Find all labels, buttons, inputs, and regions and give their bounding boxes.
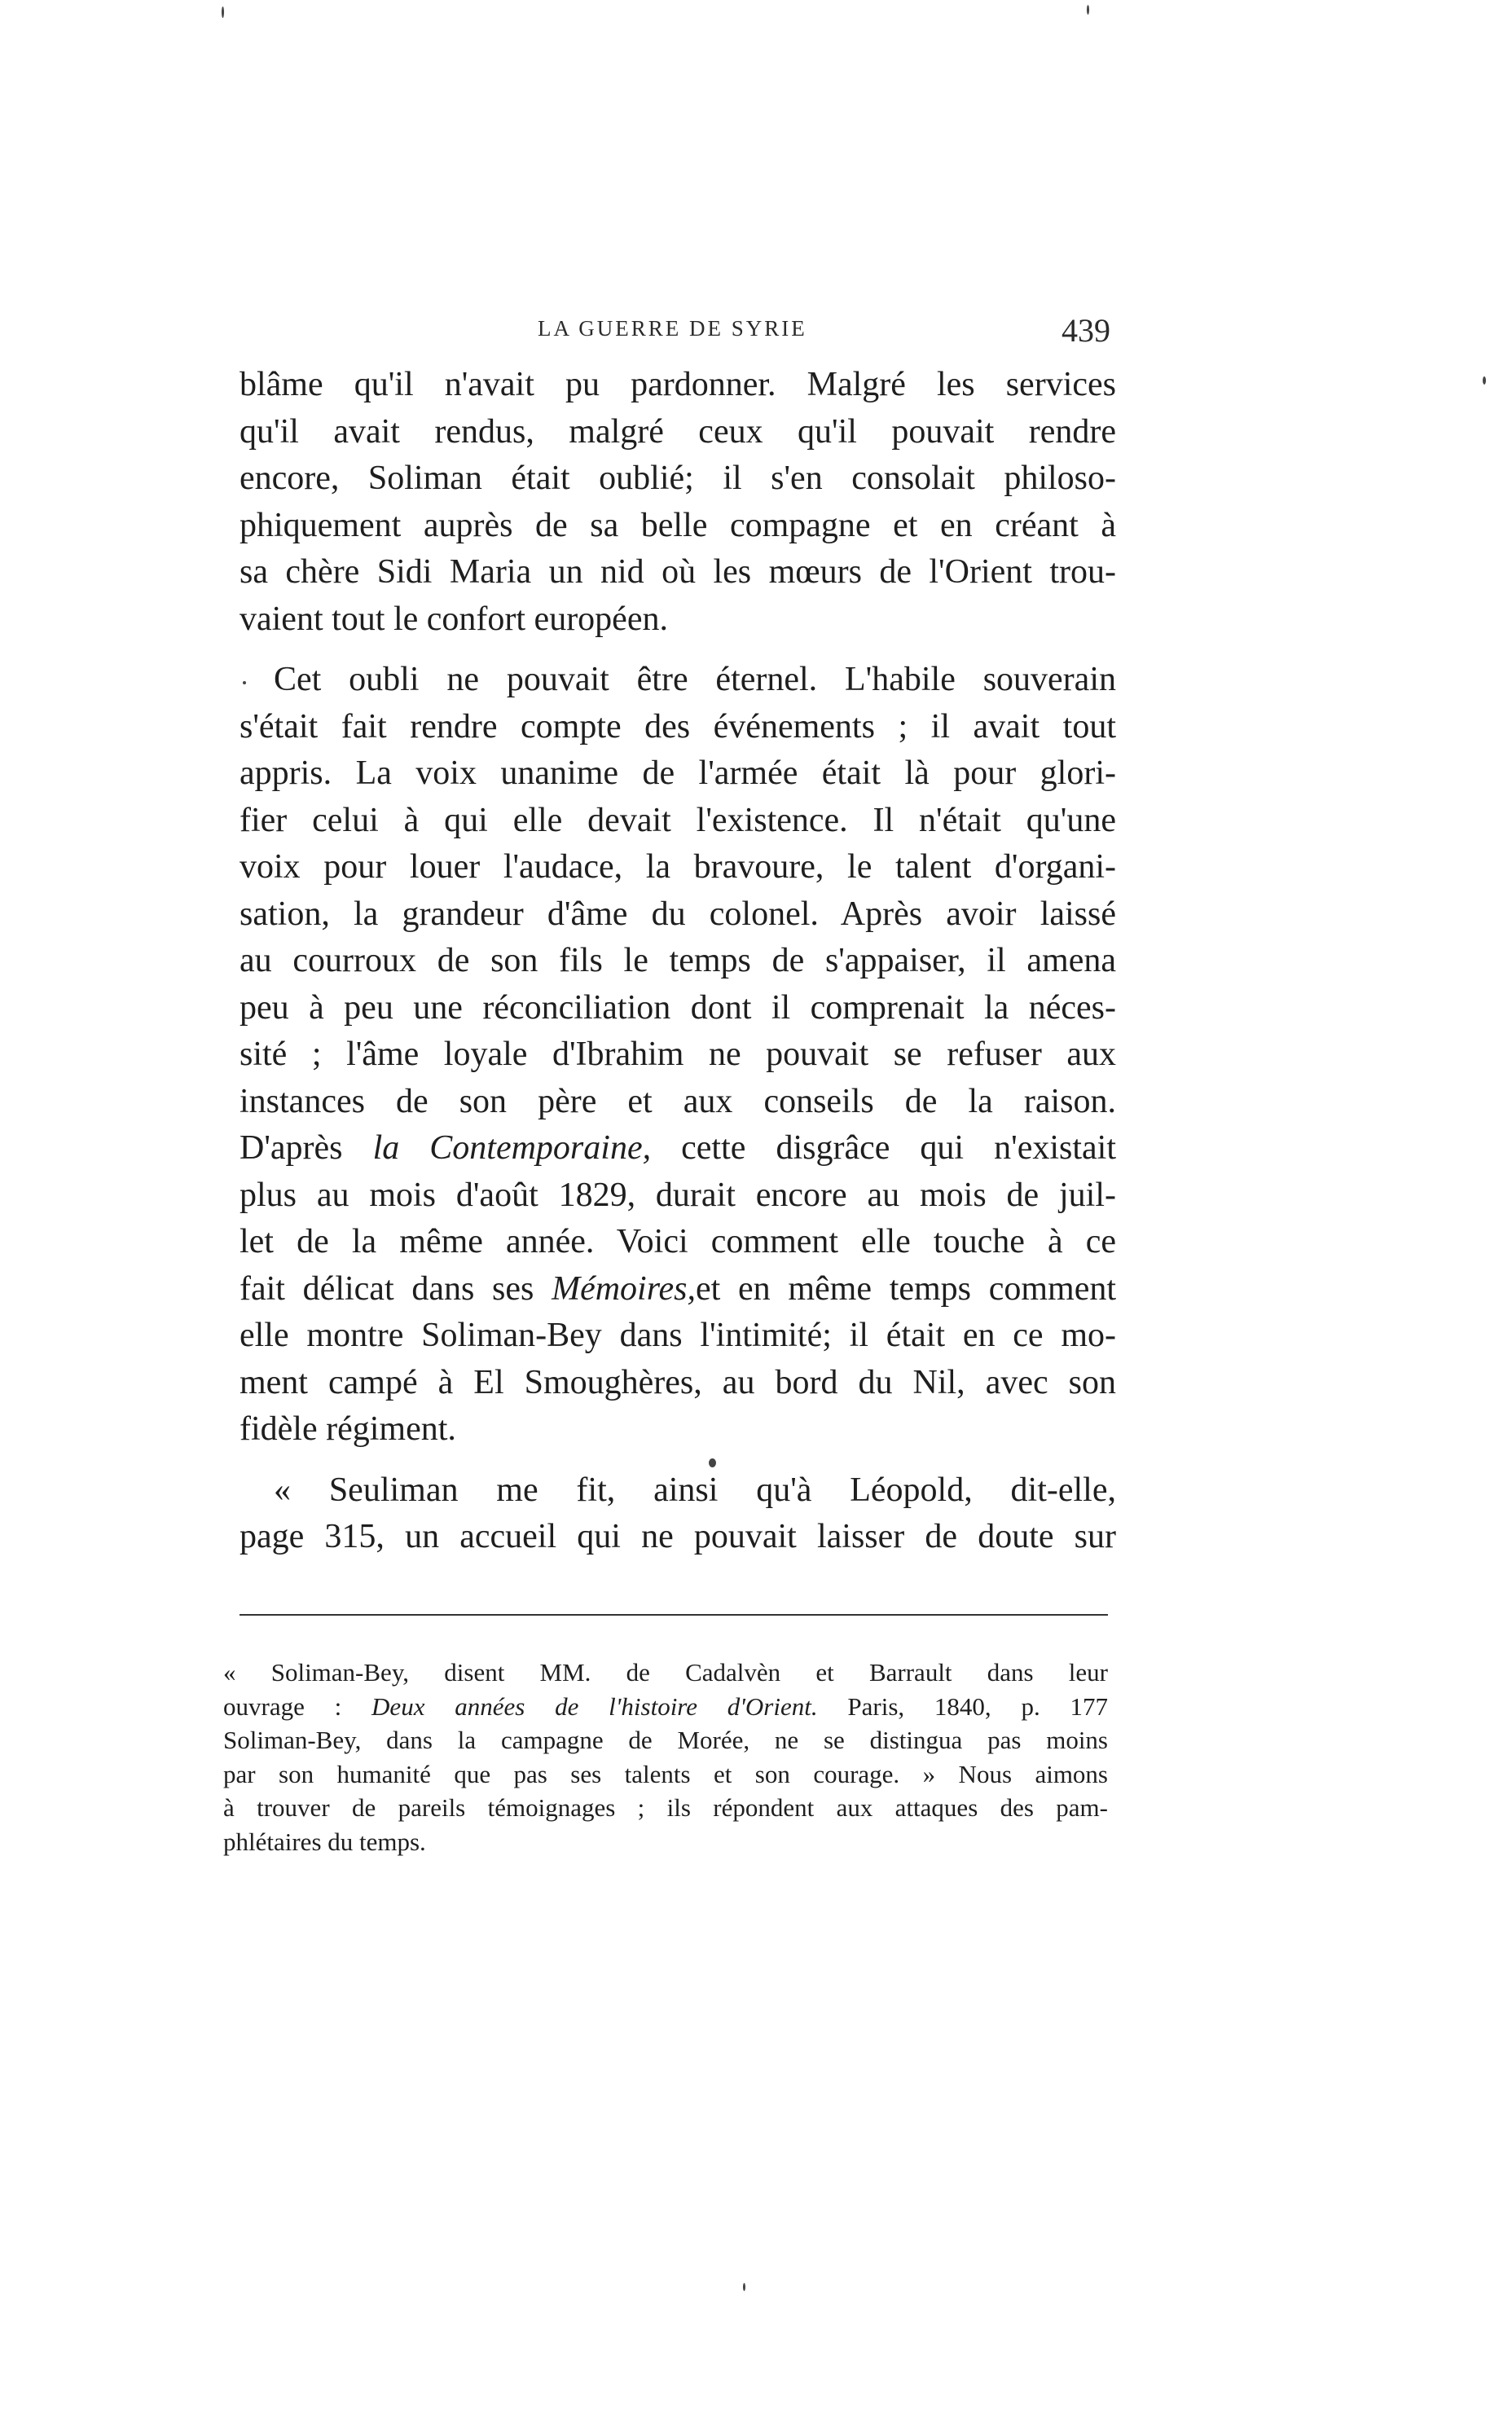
body-line: let de la même année. Voici comment elle touche à ce [240,1223,1116,1260]
body-line: fier celui à qui elle devait l'existence. Il n'était qu'une [240,801,1116,839]
italic-title: Mémoires, [552,1269,696,1308]
body-line: page 315, un accueil qui ne pouvait laisser de doute sur [240,1518,1116,1555]
body-line: sation, la grandeur d'âme du colonel. Après avoir laissé [240,895,1116,933]
ink-speck [1483,376,1486,385]
body-text-run: D'après [240,1129,343,1167]
footnote-line: « Soliman-Bey, disent MM. de Cadalvèn et Barrault dans leur [223,1658,1108,1687]
body-line: phiquement auprès de sa belle compagne et en créant à [240,506,1116,544]
footnote-line: phlétaires du temps. [223,1827,426,1856]
body-line: sité ; l'âme loyale d'Ibrahim ne pouvait se refuser aux [240,1036,1116,1073]
body-line: au courroux de son fils le temps de s'appaiser, il amena [240,942,1116,979]
body-line: ment campé à El Smoughères, au bord du Nil, avec son [240,1363,1116,1401]
body-line: voix pour louer l'audace, la bravoure, le talent d'organi- [240,848,1116,886]
body-line [240,1125,1116,1172]
ink-speck [709,1458,716,1467]
body-line: « Seuliman me fit, ainsi qu'à Léopold, dit-elle, [274,1471,1116,1509]
ink-speck [1087,5,1089,15]
body-line: appris. La voix unanime de l'armée était là pour glori- [240,754,1116,792]
footnote-line [223,1690,1108,1724]
page-number: 439 [1061,312,1110,349]
running-title: LA GUERRE DE SYRIE [538,316,807,341]
italic-title: Deux années de l'histoire d'Orient. [371,1691,818,1721]
body-line: instances de son père et aux conseils de la raison. [240,1082,1116,1120]
body-text-run: fait délicat dans ses [240,1269,534,1308]
footnote-text-run: ouvrage : [223,1691,342,1721]
body-line: blâme qu'il n'avait pu pardonner. Malgré les services [240,366,1116,403]
body-text [240,362,1116,1561]
footnote-line: Soliman-Bey, dans la campagne de Morée, ne se distingua pas moins [223,1726,1108,1754]
footnote-text-run: Paris, 1840, p. 177 [847,1691,1109,1721]
ink-speck [243,681,246,684]
body-line: qu'il avait rendus, malgré ceux qu'il pouvait rendre [240,412,1116,451]
ink-speck [743,2283,745,2291]
footnote-line: à trouver de pareils témoignages ; ils répondent aux attaques des pam- [223,1793,1108,1822]
body-line: peu à peu une réconciliation dont il comprenait la néces- [240,988,1116,1027]
body-line: elle montre Soliman-Bey dans l'intimité; il était en ce mo- [240,1317,1116,1354]
body-text-run: cette disgrâce qui n'existait [681,1129,1117,1167]
body-line: encore, Soliman était oublié; il s'en consolait philoso- [240,460,1116,497]
ink-speck [222,7,224,18]
body-line: Cet oubli ne pouvait être éternel. L'habile souverain [274,661,1116,698]
running-head [0,311,1512,360]
body-line: plus au mois d'août 1829, durait encore au mois de juil- [240,1176,1116,1214]
body-line: s'était fait rendre compte des événements ; il avait tout [240,707,1116,745]
body-line: fidèle régiment. [240,1410,456,1448]
footnote-line: par son humanité que pas ses talents et son courage. » Nous aimons [223,1759,1108,1788]
footnote-rule [240,1614,1108,1616]
body-text-run: et en même temps comment [695,1269,1117,1308]
italic-title: la Contemporaine, [372,1129,652,1167]
body-line [240,1266,1116,1313]
body-line: vaient tout le confort européen. [240,600,668,638]
body-line: sa chère Sidi Maria un nid où les mœurs de l'Orient trou- [240,553,1116,591]
footnote [223,1656,1108,1858]
